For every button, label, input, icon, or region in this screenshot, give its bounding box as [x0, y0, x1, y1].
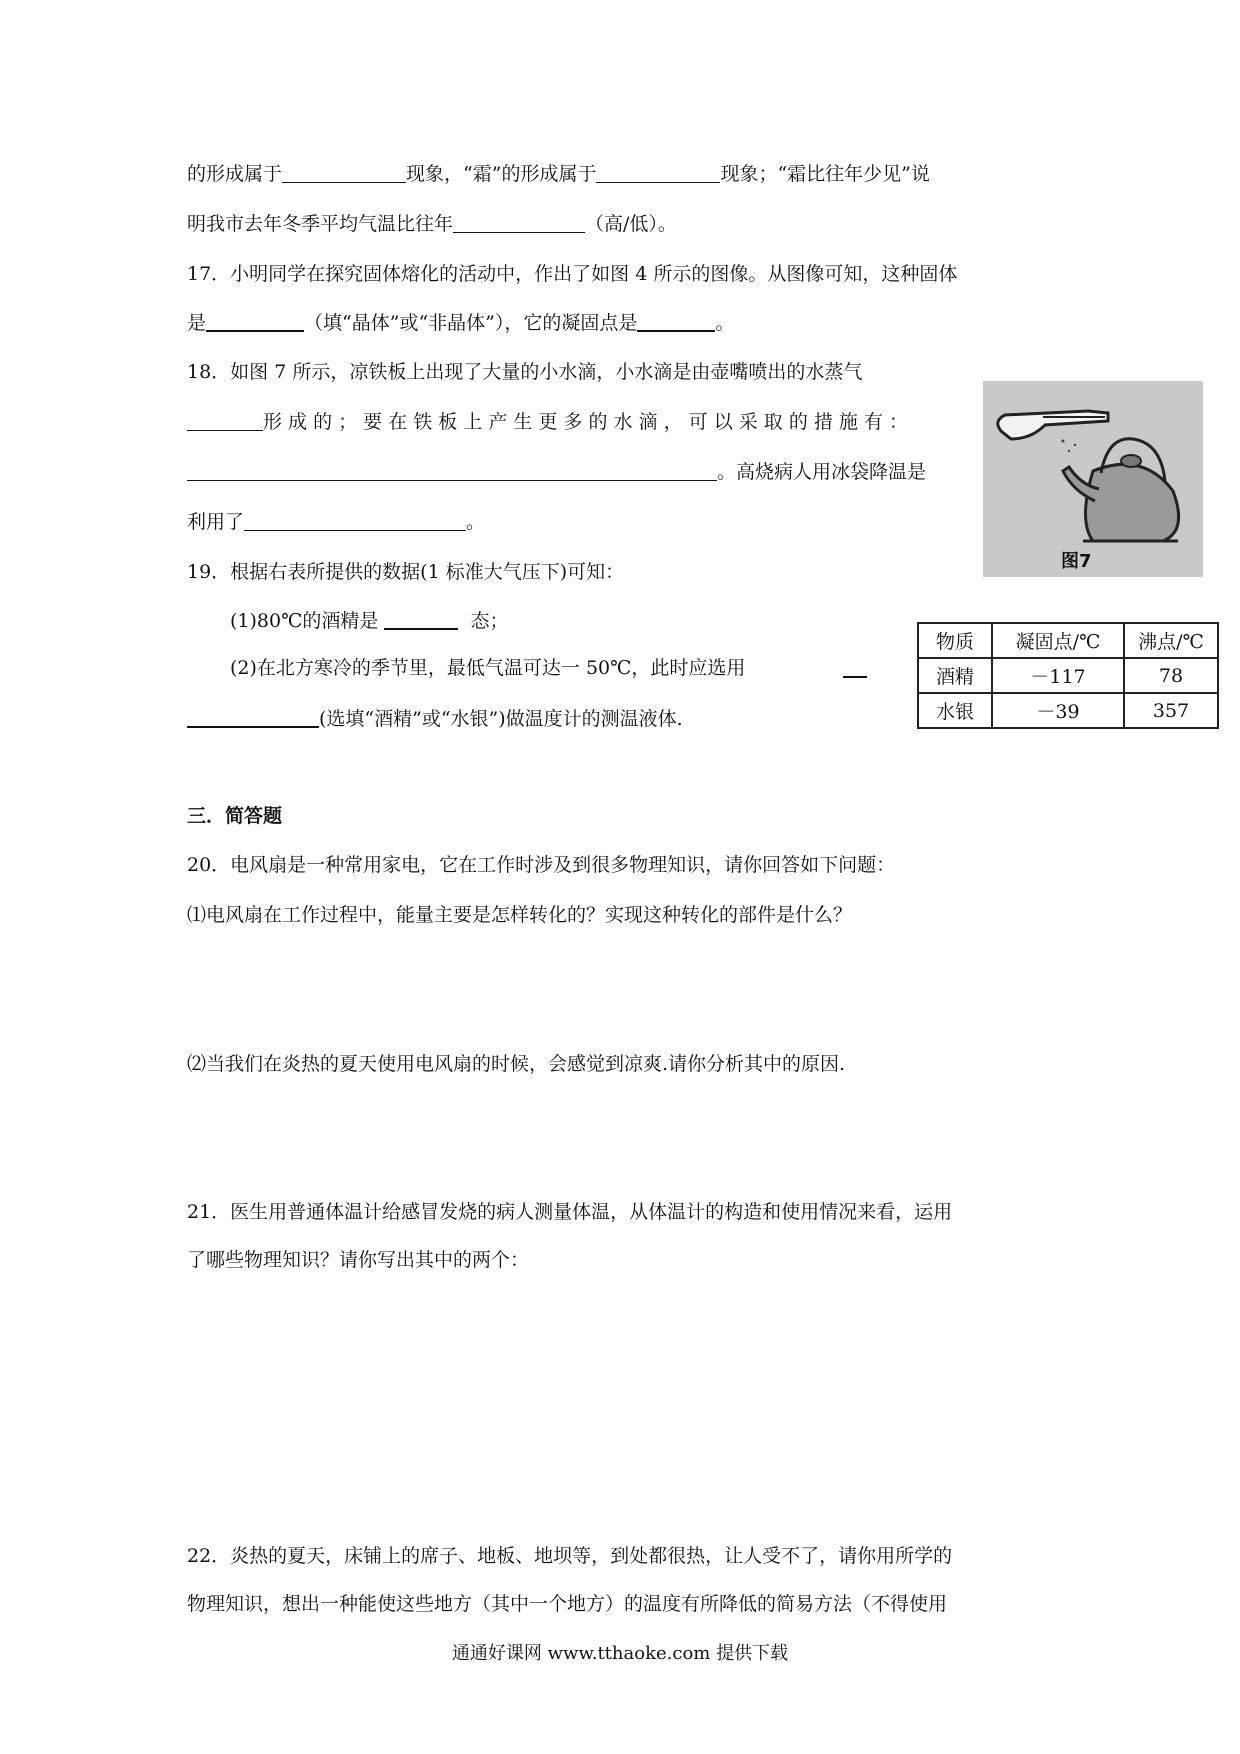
text: （高/低）。 [585, 213, 677, 235]
table-row [918, 693, 1218, 728]
text: 。 [466, 511, 486, 533]
question-17-line-1: 17．小明同学在探究固体熔化的活动中，作出了如图 4 所示的图像。从图像可知，这种固体 [187, 263, 958, 285]
answer-blank[interactable] [187, 460, 717, 481]
question-22-line-1: 22．炎热的夏天，床铺上的席子、地板、地坝等，到处都很热，让人受不了，请你用所学的 [187, 1545, 953, 1567]
text: (1)80℃的酒精是 [230, 610, 379, 632]
answer-blank[interactable] [637, 310, 715, 332]
text: 现象，“霜”的形成属于 [406, 163, 597, 185]
figure-7-caption: 图7 [1061, 551, 1092, 572]
text: 是 [187, 312, 207, 334]
question-19-part-2: (2)在北方寒冷的季节里，最低气温可达一 50℃，此时应选用 [230, 657, 746, 679]
text: 明我市去年冬季平均气温比往年 [187, 213, 454, 235]
answer-blank[interactable] [187, 410, 263, 431]
table-cell: 酒精 [918, 658, 992, 693]
section-heading: 三．简答题 [187, 805, 283, 827]
text: 形 成 的 ； 要 在 铁 板 上 产 生 更 多 的 水 滴 ， 可 以 采 取 的 措 施 有 ： [263, 411, 908, 433]
kettle-illustration-icon [983, 381, 1203, 577]
question-22-line-2: 物理知识，想出一种能使这些地方（其中一个地方）的温度有所降低的简易方法（不得使用 [187, 1593, 948, 1615]
table-row [918, 658, 1218, 693]
question-19-part-1 [230, 608, 509, 633]
text: （填“晶体”或“非晶体”），它的凝固点是 [304, 312, 638, 334]
question-19-part-2-cont [187, 706, 683, 731]
table-cell: －117 [992, 658, 1124, 693]
answer-blank[interactable] [384, 608, 458, 630]
text: 利用了 [187, 511, 245, 533]
text: 态； [470, 610, 509, 632]
text: 。 [715, 312, 735, 334]
table-header: 沸点/℃ [1124, 623, 1218, 658]
text: 。高烧病人用冰袋降温是 [717, 461, 927, 483]
question-20-part-2: ⑵当我们在炎热的夏天使用电风扇的时候，会感觉到凉爽.请你分析其中的原因. [187, 1053, 846, 1075]
question-18-line-2 [187, 410, 908, 434]
table-cell: －39 [992, 693, 1124, 728]
text: 的形成属于 [187, 163, 283, 185]
answer-blank[interactable] [596, 162, 720, 183]
answer-blank[interactable] [453, 212, 585, 233]
table-header: 物质 [918, 623, 992, 658]
page-footer: 通通好课网 www.tthaoke.com 提供下载 [451, 1643, 789, 1664]
table-cell: 357 [1124, 693, 1218, 728]
question-21-line-1: 21．医生用普通体温计给感冒发烧的病人测量体温，从体温计的构造和使用情况来看，运用 [187, 1201, 953, 1223]
answer-blank[interactable] [206, 310, 304, 332]
table-cell: 水银 [918, 693, 992, 728]
melting-boiling-point-table [917, 622, 1219, 729]
text-line-1 [187, 162, 930, 186]
text-line-2 [187, 212, 677, 236]
table-header: 凝固点/℃ [992, 623, 1124, 658]
question-17-line-2 [187, 310, 734, 335]
answer-blank[interactable] [282, 162, 406, 183]
question-18-line-4 [187, 510, 485, 534]
question-19-line-1: 19．根据右表所提供的数据(1 标准大气压下)可知： [187, 561, 625, 583]
question-20-part-1: ⑴电风扇在工作过程中，能量主要是怎样转化的？实现这种转化的部件是什么？ [187, 904, 853, 926]
question-20-line-1: 20．电风扇是一种常用家电，它在工作时涉及到很多物理知识，请你回答如下问题： [187, 854, 896, 876]
question-21-line-2: 了哪些物理知识？请你写出其中的两个： [187, 1249, 530, 1271]
text: (选填“酒精”或“水银”)做温度计的测温液体. [319, 708, 683, 730]
text: 现象；“霜比往年少见”说 [720, 163, 930, 185]
question-18-line-3 [187, 460, 926, 484]
table-cell: 78 [1124, 658, 1218, 693]
figure-7-kettle-image [983, 381, 1203, 577]
answer-blank[interactable] [244, 510, 466, 531]
answer-blank[interactable] [187, 706, 319, 728]
question-18-line-1: 18．如图 7 所示，凉铁板上出现了大量的小水滴，小水滴是由壶嘴喷出的水蒸气 [187, 361, 863, 383]
answer-blank-marker [843, 676, 867, 678]
table-header-row [918, 623, 1218, 658]
